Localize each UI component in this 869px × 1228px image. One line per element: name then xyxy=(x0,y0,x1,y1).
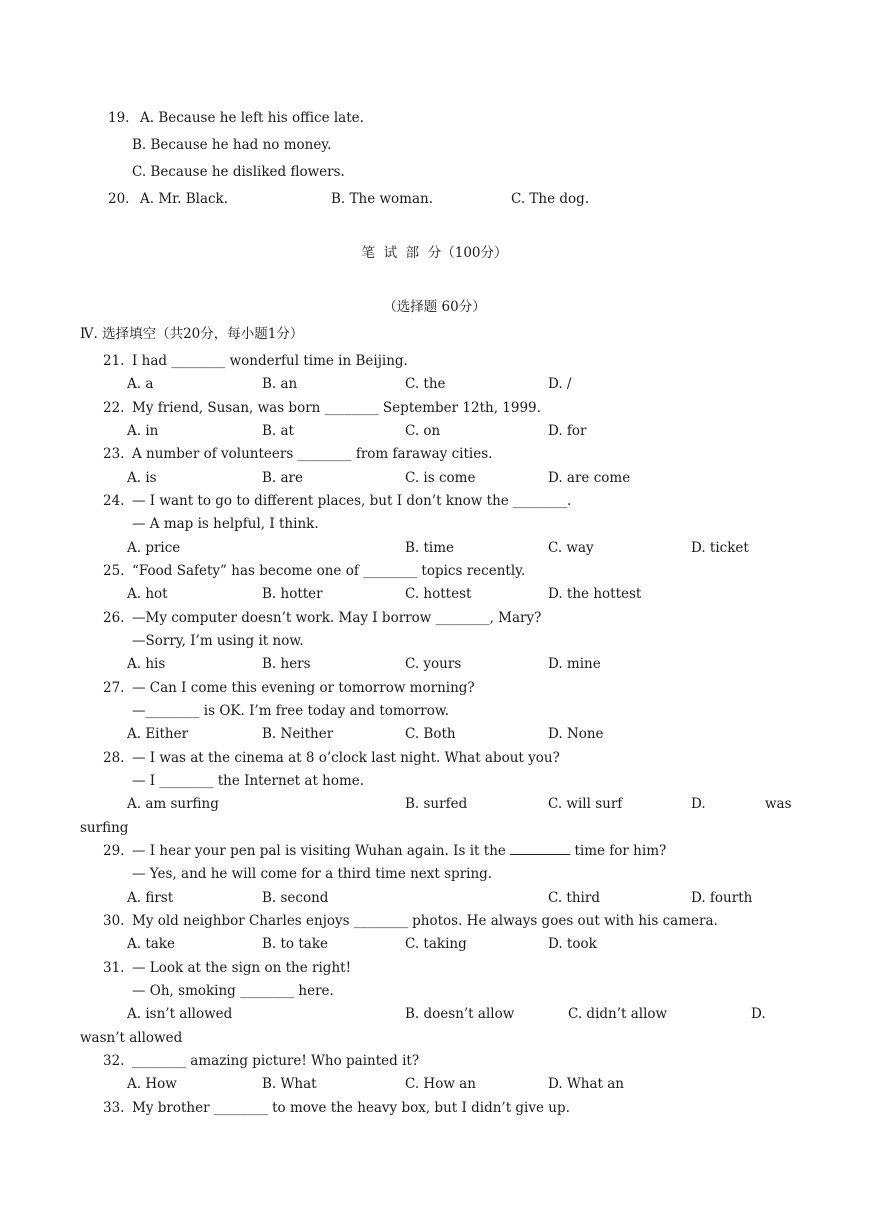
q28-option-d-wrap: surfing xyxy=(80,820,129,836)
q23-option-d: D. are come xyxy=(548,470,631,486)
q21-stem: I had ________ wonderful time in Beijing. xyxy=(132,353,408,369)
q30-option-d: D. took xyxy=(548,936,597,952)
q29-stem-post: time for him? xyxy=(574,843,667,859)
q24-option-d: D. ticket xyxy=(691,540,749,556)
q29-option-b: B. second xyxy=(262,890,329,906)
q26-option-a: A. his xyxy=(127,656,166,672)
q28-option-d-text: was xyxy=(765,796,792,812)
q22-option-a: A. in xyxy=(127,423,159,439)
q25-option-d: D. the hottest xyxy=(548,586,642,602)
q26-number: 26. xyxy=(103,610,125,626)
q21-number: 21. xyxy=(103,353,125,369)
q32-option-a: A. How xyxy=(127,1076,177,1092)
q27-option-b: B. Neither xyxy=(262,726,334,742)
q26-option-d: D. mine xyxy=(548,656,601,672)
q30-option-c: C. taking xyxy=(405,936,467,952)
q19-number: 19. xyxy=(108,110,130,126)
q22-option-b: B. at xyxy=(262,423,294,439)
q31-option-d-wrap: wasn’t allowed xyxy=(80,1030,183,1046)
q32-option-c: C. How an xyxy=(405,1076,476,1092)
q24-option-b: B. time xyxy=(405,540,455,556)
section-title: 笔 试 部 分（100分） xyxy=(361,245,508,261)
q25-stem: “Food Safety” has become one of ________ topics recently. xyxy=(132,563,526,579)
q21-option-c: C. the xyxy=(405,376,446,392)
q31-option-b: B. doesn’t allow xyxy=(405,1006,515,1022)
q31-stem-reply: — Oh, smoking ________ here. xyxy=(132,983,334,999)
q31-option-a: A. isn’t allowed xyxy=(127,1006,233,1022)
q23-option-a: A. is xyxy=(127,470,157,486)
q24-option-a: A. price xyxy=(127,540,181,556)
q24-option-c: C. way xyxy=(548,540,594,556)
q33-stem: My brother ________ to move the heavy box, but I didn’t give up. xyxy=(132,1100,570,1116)
q23-option-b: B. are xyxy=(262,470,303,486)
q20-option-a: A. Mr. Black. xyxy=(140,191,229,207)
q21-option-b: B. an xyxy=(262,376,298,392)
q25-option-c: C. hottest xyxy=(405,586,472,602)
q22-option-c: C. on xyxy=(405,423,441,439)
q29-option-d: D. fourth xyxy=(691,890,753,906)
q31-stem: — Look at the sign on the right! xyxy=(132,960,351,976)
q28-stem-reply: — I ________ the Internet at home. xyxy=(132,773,365,789)
q30-stem: My old neighbor Charles enjoys ________ photos. He always goes out with his camera. xyxy=(132,913,718,929)
q32-option-b: B. What xyxy=(262,1076,317,1092)
q28-option-b: B. surfed xyxy=(405,796,468,812)
q19-option-b: B. Because he had no money. xyxy=(132,137,332,153)
q24-stem: — I want to go to different places, but I don’t know the ________. xyxy=(132,493,572,509)
q20-option-b: B. The woman. xyxy=(331,191,434,207)
q29-option-a: A. first xyxy=(127,890,174,906)
q28-option-c: C. will surf xyxy=(548,796,623,812)
q30-number: 30. xyxy=(103,913,125,929)
part-heading: Ⅳ. 选择填空（共20分，每小题1分） xyxy=(80,326,304,342)
q22-number: 22. xyxy=(103,400,125,416)
q25-option-a: A. hot xyxy=(127,586,168,602)
q22-option-d: D. for xyxy=(548,423,587,439)
q27-option-c: C. Both xyxy=(405,726,456,742)
q29-number: 29. xyxy=(103,843,125,859)
q27-option-d: D. None xyxy=(548,726,604,742)
q31-option-d-label: D. xyxy=(751,1006,766,1022)
q29-answer-blank xyxy=(510,842,570,855)
q28-option-d-label: D. xyxy=(691,796,706,812)
q30-option-a: A. take xyxy=(127,936,175,952)
q25-option-b: B. hotter xyxy=(262,586,323,602)
q26-stem: —My computer doesn’t work. May I borrow ________, Mary? xyxy=(132,610,542,626)
q28-number: 28. xyxy=(103,750,125,766)
q30-option-b: B. to take xyxy=(262,936,328,952)
q24-stem-reply: — A map is helpful, I think. xyxy=(132,516,319,532)
q32-stem: ________ amazing picture! Who painted it? xyxy=(132,1053,420,1069)
q20-option-c: C. The dog. xyxy=(511,191,590,207)
q23-option-c: C. is come xyxy=(405,470,476,486)
q32-number: 32. xyxy=(103,1053,125,1069)
q23-number: 23. xyxy=(103,446,125,462)
q27-stem-reply: —________ is OK. I’m free today and tomorrow. xyxy=(132,703,450,719)
q31-option-c: C. didn’t allow xyxy=(568,1006,668,1022)
q24-number: 24. xyxy=(103,493,125,509)
section-subtitle: （选择题 60分） xyxy=(383,299,486,315)
q20-number: 20. xyxy=(108,191,130,207)
q28-stem: — I was at the cinema at 8 o’clock last night. What about you? xyxy=(132,750,560,766)
q31-number: 31. xyxy=(103,960,125,976)
q29-option-c: C. third xyxy=(548,890,600,906)
q28-option-a: A. am surfing xyxy=(127,796,219,812)
q29-stem xyxy=(132,842,666,860)
q27-option-a: A. Either xyxy=(127,726,189,742)
q23-stem: A number of volunteers ________ from faraway cities. xyxy=(132,446,493,462)
q21-option-d: D. / xyxy=(548,376,572,392)
q26-stem-reply: —Sorry, I’m using it now. xyxy=(132,633,304,649)
q26-option-b: B. hers xyxy=(262,656,311,672)
q19-option-c: C. Because he disliked flowers. xyxy=(132,164,345,180)
q29-stem-reply: — Yes, and he will come for a third time next spring. xyxy=(132,866,493,882)
q27-stem: — Can I come this evening or tomorrow morning? xyxy=(132,680,475,696)
q25-number: 25. xyxy=(103,563,125,579)
q33-number: 33. xyxy=(103,1100,125,1116)
q19-option-a: A. Because he left his office late. xyxy=(140,110,364,126)
q32-option-d: D. What an xyxy=(548,1076,625,1092)
q27-number: 27. xyxy=(103,680,125,696)
q21-option-a: A. a xyxy=(127,376,154,392)
q26-option-c: C. yours xyxy=(405,656,462,672)
q22-stem: My friend, Susan, was born ________ September 12th, 1999. xyxy=(132,400,541,416)
q29-stem-pre: — I hear your pen pal is visiting Wuhan again. Is it the xyxy=(132,843,506,859)
